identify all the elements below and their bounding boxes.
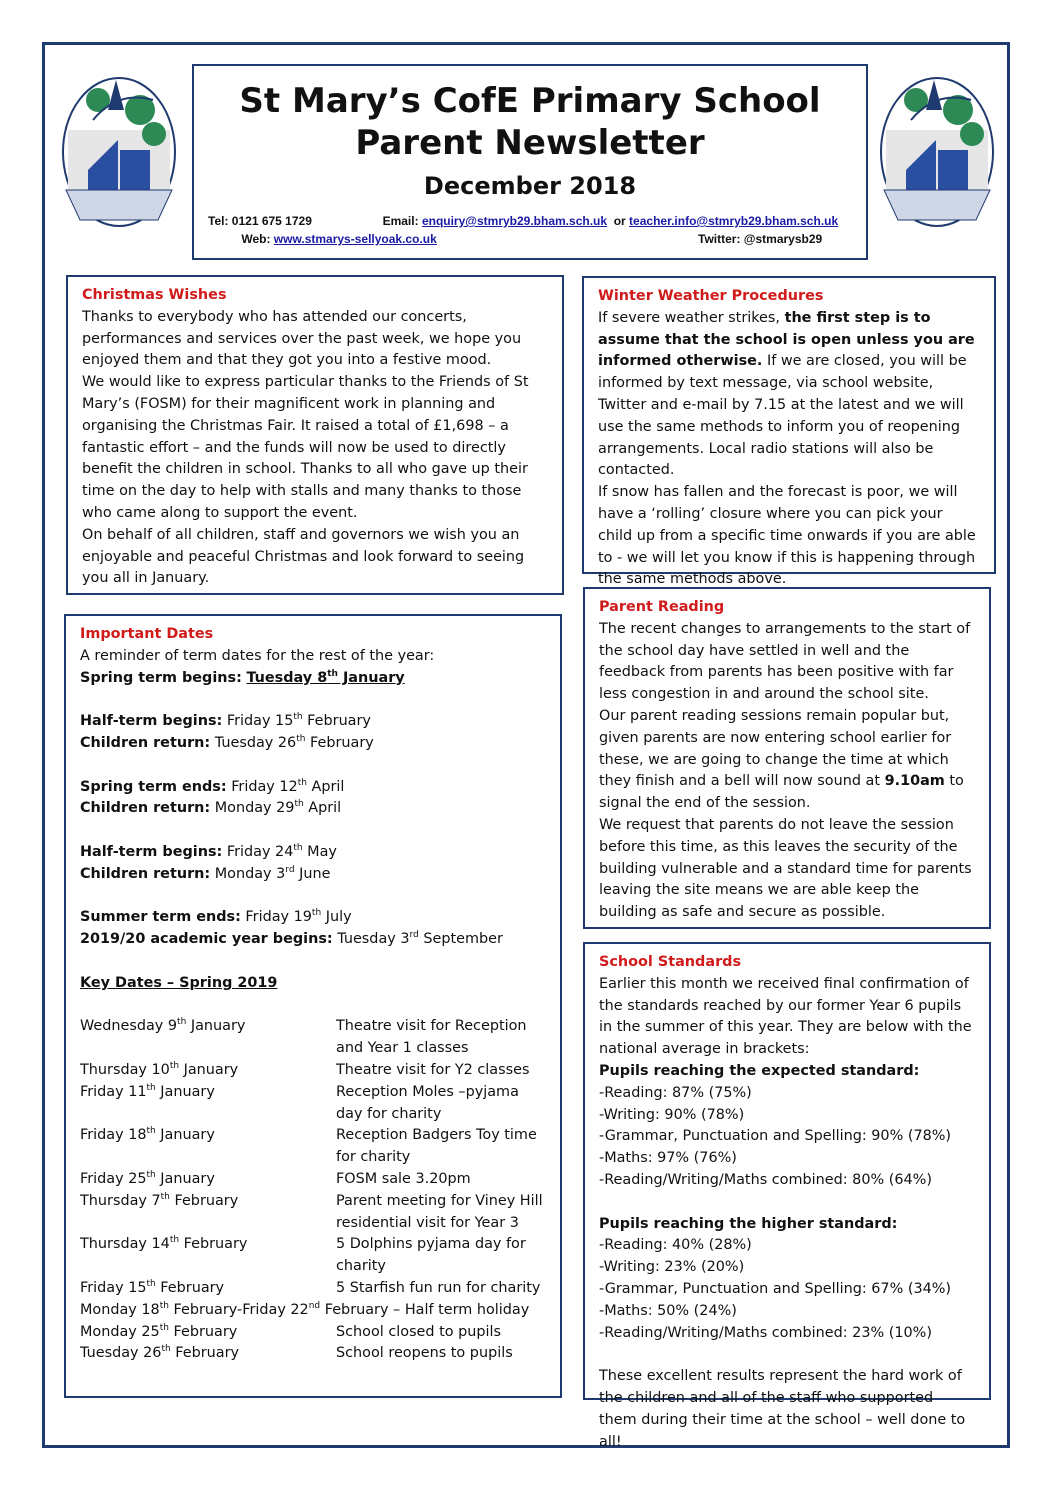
contact-line-2	[208, 232, 858, 246]
christmas-line: organising the Christmas Fair. It raised a total of £1,698 – a	[82, 417, 509, 434]
christmas-line: enjoyed them and that they got you into a festive mood.	[82, 352, 492, 369]
christmas-line: Mary’s (FOSM) for their magnificent work in planning and	[82, 395, 496, 412]
key-date: Thursday 7th February	[80, 1191, 239, 1209]
higher-result-row: -Writing: 23% (20%)	[599, 1259, 745, 1276]
standards-heading: School Standards	[599, 954, 742, 970]
key-event: School closed to pupils	[336, 1323, 502, 1340]
key-date-row	[80, 1060, 546, 1082]
key-event: Parent meeting for Viney Hill residential visit for Year 3	[336, 1192, 543, 1231]
term-date-row: Children return: Monday 3rd June	[80, 864, 331, 882]
key-event: FOSM sale 3.20pm	[336, 1170, 471, 1187]
higher-results-list	[599, 1235, 975, 1344]
expected-result-row: -Writing: 90% (78%)	[599, 1106, 745, 1123]
expected-results-list	[599, 1083, 975, 1192]
term-date-row: Children return: Monday 29th April	[80, 799, 342, 817]
expected-result-row: -Maths: 97% (76%)	[599, 1150, 737, 1167]
newsletter-date: December 2018	[423, 172, 637, 200]
winter-paragraph-2: If snow has fallen and the forecast is poor, we will have a ‘rolling’ closure where you can pick your child up from a specific time onwards if you are able to - we will let you know if this is happening through the same methods above.	[598, 484, 976, 588]
christmas-line: Thanks to everybody who has attended our concerts,	[82, 308, 467, 325]
key-event: 5 Dolphins pyjama day for charity	[336, 1236, 526, 1275]
christmas-line: enjoyable and peaceful Christmas and look forward to seeing	[82, 548, 525, 565]
spring-begins: Spring term begins: Tuesday 8th January	[80, 668, 405, 686]
key-date-row	[80, 1016, 546, 1060]
standards-intro: Earlier this month we received final confirmation of the standards reached by our former Year 6 pupils in the summer of this year. They are below with the national average in brackets:	[599, 975, 972, 1058]
term-date-row: Half-term begins: Friday 24th May	[80, 843, 337, 860]
standards-closing: These excellent results represent the hard work of the children and all of the staff who supported them during their time at the school – well done to all!	[599, 1368, 966, 1450]
expected-result-row: -Grammar, Punctuation and Spelling: 90% (78%)	[599, 1128, 952, 1145]
higher-result-row: -Reading/Writing/Maths combined: 23% (10%)	[599, 1324, 932, 1341]
email-label: Email:	[382, 214, 419, 228]
dates-intro: A reminder of term dates for the rest of the year:	[80, 647, 435, 664]
key-date: Friday 15th February	[80, 1279, 225, 1296]
key-date-row	[80, 1322, 546, 1344]
email-link-enquiry[interactable]: enquiry@stmryb29.bham.sch.uk	[421, 214, 608, 228]
key-event: Theatre visit for Y2 classes	[336, 1061, 530, 1078]
christmas-line: you all in January.	[82, 570, 210, 587]
important-dates-section	[64, 614, 562, 1398]
web-label: Web:	[241, 232, 271, 246]
reading-paragraph-3: We request that parents do not leave the session before this time, as this leaves the security of the building vulnerable and a standard time for parents leaving the site means we are able keep the building as safe and secure as possible.	[599, 816, 972, 921]
key-event: School reopens to pupils	[336, 1345, 513, 1362]
school-name: St Mary’s CofE Primary School	[239, 81, 821, 121]
school-standards-section	[583, 942, 991, 1450]
term-date-row: Half-term begins: Friday 15th February	[80, 712, 371, 730]
parent-reading-section	[583, 587, 991, 929]
contact-line-1	[208, 214, 858, 228]
term-date-row: Children return: Tuesday 26th February	[80, 734, 374, 751]
higher-heading: Pupils reaching the higher standard:	[599, 1215, 898, 1232]
key-dates-list-2	[80, 1322, 546, 1366]
winter-heading: Winter Weather Procedures	[598, 288, 824, 304]
christmas-line: fantastic effort – and the funds will now be used to directly	[82, 439, 506, 456]
email-link-teacher[interactable]: teacher.info@stmryb29.bham.sch.uk	[629, 214, 839, 228]
key-date: Thursday 14th February	[80, 1235, 248, 1253]
key-event: 5 Starfish fun run for charity	[336, 1279, 541, 1296]
newsletter-header	[192, 64, 868, 260]
key-date: Friday 11th January	[80, 1082, 215, 1100]
or-text: or	[613, 214, 626, 228]
reading-paragraph-2: Our parent reading sessions remain popular but, given parents are now entering school earlier for these, we are going to change the time at which they finish and a bell will now sound at 9.10am to signal the end of the session.	[599, 707, 964, 812]
expected-heading: Pupils reaching the expected standard:	[599, 1062, 920, 1079]
winter-paragraph-1: If severe weather strikes, the first step is to assume that the school is open unless you are informed otherwise. If we are closed, you will be informed by text message, via school website, Twitter and e-mail by 7.15 at the latest and we will use the same methods to inform you of reopening arrangements. Local radio stations will also be contacted.	[598, 309, 975, 479]
dates-heading: Important Dates	[80, 626, 214, 642]
key-date-row	[80, 1343, 546, 1365]
key-event: Theatre visit for Reception and Year 1 classes	[336, 1018, 527, 1057]
higher-result-row: -Grammar, Punctuation and Spelling: 67% (34%)	[599, 1280, 952, 1297]
key-dates-list	[80, 1016, 546, 1299]
reading-heading: Parent Reading	[599, 599, 725, 615]
key-date-row	[80, 1234, 546, 1278]
christmas-line: benefit the children in school. Thanks to all who gave up their	[82, 461, 528, 478]
key-event: Reception Moles –pyjama day for charity	[336, 1083, 519, 1122]
higher-result-row: -Reading: 40% (28%)	[599, 1237, 752, 1254]
school-crest-left-icon	[58, 70, 180, 230]
key-dates-heading: Key Dates – Spring 2019	[80, 974, 278, 991]
half-term-holiday-row: Monday 18th February-Friday 22nd February – Half term holiday	[80, 1300, 530, 1318]
christmas-line: On behalf of all children, staff and governors we wish you an	[82, 526, 520, 543]
key-date-row	[80, 1278, 546, 1300]
twitter-handle: Twitter: @stmarysb29	[698, 232, 823, 246]
school-crest-right-icon	[876, 70, 998, 230]
key-date-row	[80, 1125, 546, 1169]
newsletter-title: Parent Newsletter	[355, 123, 705, 163]
key-date: Friday 25th January	[80, 1170, 215, 1187]
christmas-line: time on the day to help with stalls and many thanks to those	[82, 483, 522, 500]
christmas-wishes-section	[66, 275, 564, 595]
higher-result-row: -Maths: 50% (24%)	[599, 1302, 737, 1319]
christmas-line: performances and services over the past week, we hope you	[82, 330, 522, 347]
christmas-line: We would like to express particular thanks to the Friends of St	[82, 374, 529, 391]
website-link[interactable]: www.stmarys-sellyoak.co.uk	[273, 232, 437, 246]
term-date-row: Spring term ends: Friday 12th April	[80, 777, 345, 795]
term-date-row: 2019/20 academic year begins: Tuesday 3rd September	[80, 930, 503, 948]
key-date: Thursday 10th January	[80, 1061, 239, 1078]
christmas-body	[82, 307, 548, 590]
key-date: Friday 18th January	[80, 1126, 215, 1144]
tel-label: Tel:	[208, 214, 229, 228]
key-date: Monday 25th February	[80, 1322, 238, 1340]
christmas-line: who came along to support the event.	[82, 504, 358, 521]
term-date-row: Summer term ends: Friday 19th July	[80, 908, 352, 926]
expected-result-row: -Reading: 87% (75%)	[599, 1084, 752, 1101]
term-dates-list	[80, 689, 546, 951]
expected-result-row: -Reading/Writing/Maths combined: 80% (64%)	[599, 1171, 932, 1188]
key-event: Reception Badgers Toy time for charity	[336, 1127, 537, 1166]
key-date-row	[80, 1191, 546, 1235]
tel-number: 0121 675 1729	[231, 214, 312, 228]
reading-paragraph-1: The recent changes to arrangements to the start of the school day have settled in well and the feedback from parents has been positive with far less congestion in and around the school site.	[599, 620, 971, 703]
key-date: Wednesday 9th January	[80, 1017, 246, 1035]
key-date-row	[80, 1169, 546, 1191]
key-date: Tuesday 26th February	[80, 1344, 240, 1362]
christmas-heading: Christmas Wishes	[82, 287, 227, 303]
winter-weather-section	[582, 276, 996, 588]
key-date-row	[80, 1082, 546, 1126]
